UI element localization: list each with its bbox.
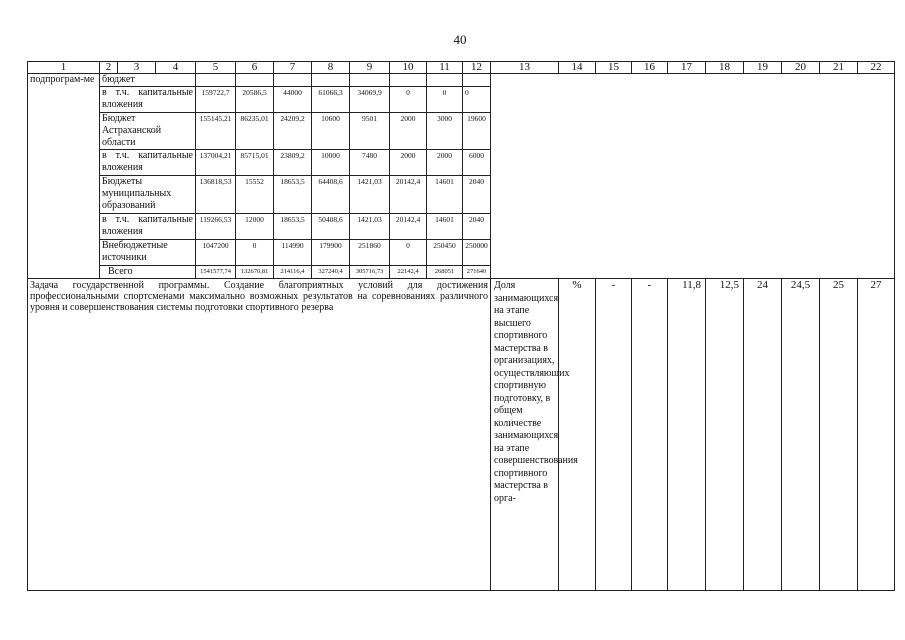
finance-cell: 18653,5 <box>274 176 312 214</box>
finance-cell <box>427 74 463 87</box>
target-cell: 12,5 <box>706 279 744 591</box>
program-table <box>27 61 895 591</box>
header-cell: 16 <box>632 62 668 74</box>
finance-cell: 137004,21 <box>196 150 236 176</box>
finance-cell: 268051 <box>427 266 463 279</box>
finance-cell: 327240,4 <box>312 266 350 279</box>
finance-cell: 86235,01 <box>236 113 274 150</box>
finance-cell: 250450 <box>427 240 463 266</box>
finance-cell: 0 <box>236 240 274 266</box>
header-cell: 12 <box>463 62 491 74</box>
finance-cell: 0 <box>390 240 427 266</box>
finance-cell: 2040 <box>463 176 491 214</box>
header-cell: 20 <box>782 62 820 74</box>
target-cell: 11,8 <box>668 279 706 591</box>
finance-cell: 20142,4 <box>390 176 427 214</box>
finance-cell: 34069,9 <box>350 87 390 113</box>
finance-cell: 114990 <box>274 240 312 266</box>
header-cell: 11 <box>427 62 463 74</box>
finance-cell: 50408,6 <box>312 214 350 240</box>
finance-row-label: в т.ч. капитальные вложения <box>100 87 196 113</box>
header-cell: 6 <box>236 62 274 74</box>
finance-cell: 85715,01 <box>236 150 274 176</box>
finance-cell <box>274 74 312 87</box>
finance-cell: 0 <box>390 87 427 113</box>
finance-cell <box>350 74 390 87</box>
header-row <box>28 62 895 74</box>
finance-row <box>28 74 895 87</box>
finance-cell: 1421,03 <box>350 214 390 240</box>
finance-row-label: Внебюджетные источники <box>100 240 196 266</box>
finance-row-label: бюджет <box>100 74 196 87</box>
finance-row-label: в т.ч. капитальные вложения <box>100 150 196 176</box>
finance-cell: 15552 <box>236 176 274 214</box>
finance-row-label: Всего <box>100 266 196 279</box>
finance-cell: 19600 <box>463 113 491 150</box>
finance-cell: 6000 <box>463 150 491 176</box>
target-cell: 27 <box>858 279 895 591</box>
finance-cell <box>196 74 236 87</box>
header-cell: 15 <box>596 62 632 74</box>
task-text: Задача государственной программы. Создание благоприятных условий для достижения профессиональными спортсменами максимально возможных результатов на соревнованиях различного уровня и совершенствования системы подготовки спортивного резерва <box>28 279 491 591</box>
finance-cell: 14601 <box>427 214 463 240</box>
finance-cell: 24209,2 <box>274 113 312 150</box>
finance-cell: 14601 <box>427 176 463 214</box>
finance-cell: 155145,21 <box>196 113 236 150</box>
finance-cell: 0 <box>463 87 491 113</box>
finance-cell: 179900 <box>312 240 350 266</box>
indicator-text: Доля занимающихся на этапе высшего спортивного мастерства в организациях, осуществляющих спортивную подготовку, в общем количестве занимающихся на этапе совершенствования спортивного мастерства в орга- <box>491 279 559 591</box>
header-cell: 3 <box>118 62 156 74</box>
finance-cell: 20586,5 <box>236 87 274 113</box>
finance-cell: 20142,4 <box>390 214 427 240</box>
header-cell: 9 <box>350 62 390 74</box>
page-number: 40 <box>453 32 467 47</box>
finance-cell: 1047200 <box>196 240 236 266</box>
subprogram-label: подпрограм-ме <box>28 74 100 279</box>
finance-cell <box>312 74 350 87</box>
value-cell: - <box>596 279 632 591</box>
finance-cell: 305716,73 <box>350 266 390 279</box>
unit-cell: % <box>559 279 596 591</box>
finance-cell: 12000 <box>236 214 274 240</box>
finance-cell: 7480 <box>350 150 390 176</box>
finance-cell: 9501 <box>350 113 390 150</box>
header-cell: 8 <box>312 62 350 74</box>
finance-cell: 64408,6 <box>312 176 350 214</box>
target-cell: 24,5 <box>782 279 820 591</box>
finance-row-label: Бюджет Астраханской области <box>100 113 196 150</box>
finance-cell: 2000 <box>427 150 463 176</box>
header-cell: 22 <box>858 62 895 74</box>
finance-cell: 10000 <box>312 150 350 176</box>
header-cell: 17 <box>668 62 706 74</box>
finance-cell <box>236 74 274 87</box>
finance-cell: 271640 <box>463 266 491 279</box>
header-cell: 21 <box>820 62 858 74</box>
finance-cell: 119266,53 <box>196 214 236 240</box>
finance-cell: 3000 <box>427 113 463 150</box>
finance-cell: 250000 <box>463 240 491 266</box>
task-row <box>28 279 895 591</box>
finance-cell: 1421,03 <box>350 176 390 214</box>
header-cell: 2 <box>100 62 118 74</box>
finance-cell: 1541577,74 <box>196 266 236 279</box>
finance-cell: 18653,5 <box>274 214 312 240</box>
target-cell: 24 <box>744 279 782 591</box>
header-cell: 10 <box>390 62 427 74</box>
finance-row-label: Бюджеты муниципальных образований <box>100 176 196 214</box>
value-cell: - <box>632 279 668 591</box>
finance-cell: 2000 <box>390 150 427 176</box>
finance-cell: 214116,4 <box>274 266 312 279</box>
finance-cell <box>463 74 491 87</box>
target-cell: 25 <box>820 279 858 591</box>
header-cell: 5 <box>196 62 236 74</box>
header-cell: 4 <box>156 62 196 74</box>
header-cell: 13 <box>491 62 559 74</box>
finance-cell: 23809,2 <box>274 150 312 176</box>
header-cell: 18 <box>706 62 744 74</box>
finance-cell: 132670,81 <box>236 266 274 279</box>
finance-cell: 159722,7 <box>196 87 236 113</box>
finance-cell: 2000 <box>390 113 427 150</box>
empty-area <box>491 74 895 279</box>
header-cell: 1 <box>28 62 100 74</box>
finance-cell: 61066,3 <box>312 87 350 113</box>
header-cell: 19 <box>744 62 782 74</box>
header-cell: 7 <box>274 62 312 74</box>
finance-cell: 251860 <box>350 240 390 266</box>
finance-cell: 10600 <box>312 113 350 150</box>
finance-cell: 136818,53 <box>196 176 236 214</box>
finance-cell <box>390 74 427 87</box>
finance-row-label: в т.ч. капитальные вложения <box>100 214 196 240</box>
finance-cell: 22142,4 <box>390 266 427 279</box>
finance-cell: 0 <box>427 87 463 113</box>
finance-cell: 44000 <box>274 87 312 113</box>
header-cell: 14 <box>559 62 596 74</box>
finance-cell: 2040 <box>463 214 491 240</box>
